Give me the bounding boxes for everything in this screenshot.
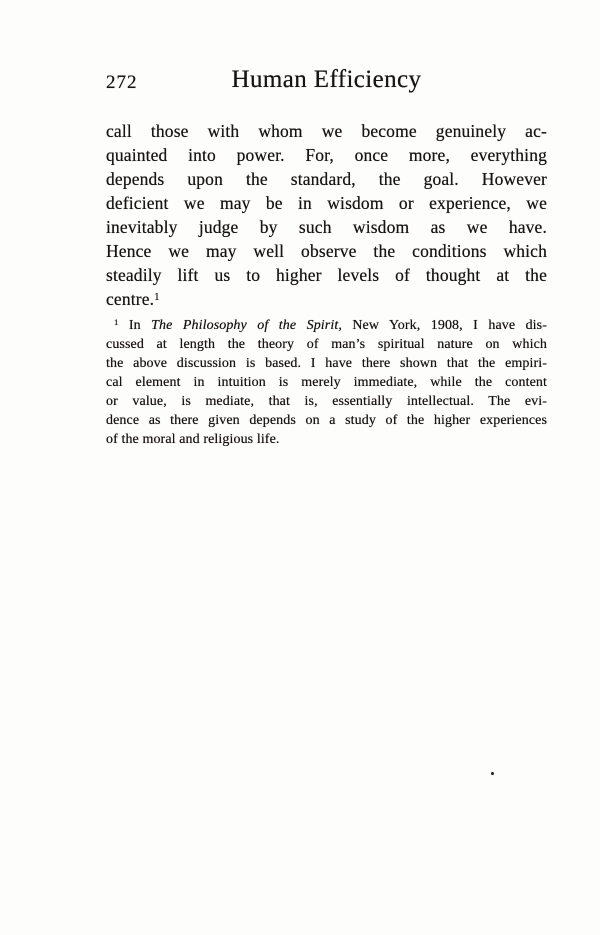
footnote-book-title: The Philosophy of the Spirit — [151, 318, 339, 333]
page-number: 272 — [106, 72, 138, 93]
body-line: inevitably judge by such wisdom as we have. — [106, 217, 547, 237]
footnote-line: dence as there given depends on a study of the higher experiences — [106, 413, 547, 428]
footnote-line: the above discussion is based. I have there shown that the empiri- — [106, 356, 547, 371]
running-header-title: Human Efficiency — [231, 66, 422, 93]
footnote-line-last: of the moral and religious life. — [106, 432, 280, 447]
body-line: deficient we may be in wisdom or experience, we — [106, 193, 547, 213]
footnote-line: cal element in intuition is merely immediate, while the content — [106, 375, 547, 390]
footnote-line: cussed at length the theory of man’s spiritual nature on which — [106, 337, 547, 352]
footnote-line: or value, is mediate, that is, essentially intellectual. The evi- — [106, 394, 547, 409]
footnote-text-pre: In — [128, 318, 152, 333]
body-line: steadily lift us to higher levels of thought at the — [106, 265, 547, 285]
body-line-text: centre. — [106, 289, 155, 309]
body-line: call those with whom we become genuinely ac- — [106, 121, 547, 141]
footnote-reference-mark: 1 — [154, 291, 160, 304]
body-line: Hence we may well observe the conditions which — [106, 241, 547, 261]
body-line: quainted into power. For, once more, everything — [106, 145, 547, 165]
footnote-line-first — [106, 316, 547, 335]
footnote-block — [106, 316, 547, 449]
body-paragraph — [106, 119, 547, 311]
print-speck — [491, 772, 495, 776]
body-line: depends upon the standard, the goal. However — [106, 169, 547, 189]
footnote-text-post: , New York, 1908, I have dis- — [338, 318, 547, 333]
footnote-marker: 1 — [114, 317, 119, 328]
body-line-last — [106, 287, 547, 311]
